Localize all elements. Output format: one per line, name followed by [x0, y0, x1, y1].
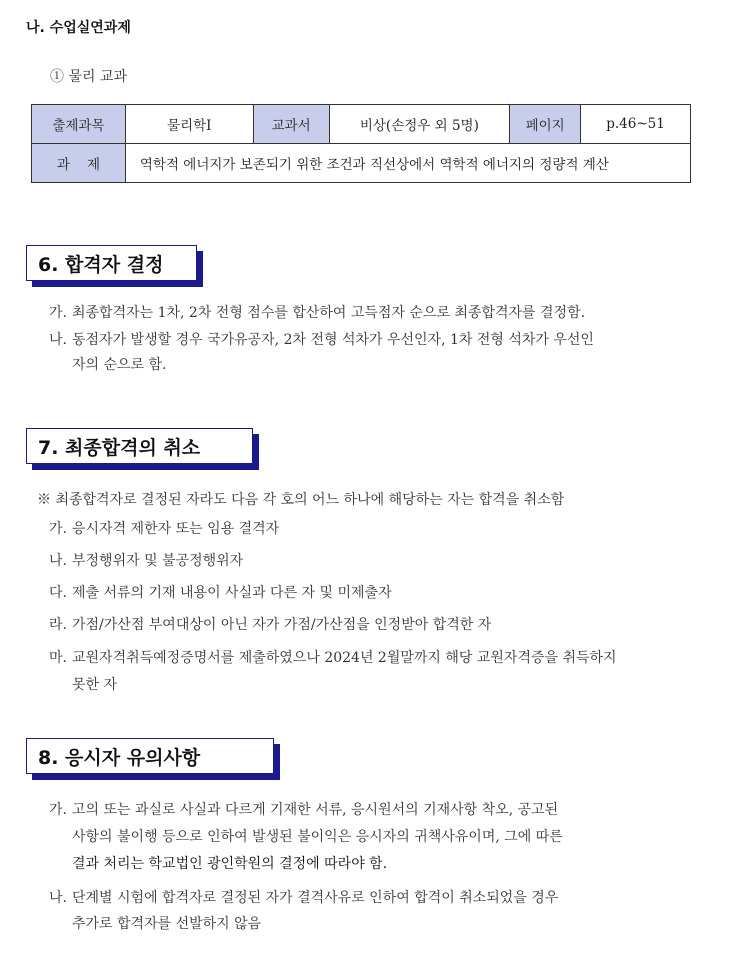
- section-subheading: 나. 수업실연과제: [26, 20, 131, 36]
- list-text: 단계별 시험에 합격자로 결정된 자가 결격사유로 인하여 합격이 취소되었을 경우: [72, 890, 559, 906]
- list-text-continuation: 결과 처리는 학교법인 광인학원의 결정에 따라야 함.: [72, 856, 388, 872]
- section-title: 8. 응시자 유의사항: [38, 747, 201, 769]
- table-row: [32, 105, 691, 144]
- table-cell: 물리학Ⅰ: [125, 105, 253, 144]
- table-row: [32, 144, 691, 183]
- list-marker: 다.: [49, 585, 67, 601]
- section-note: ※ 최종합격자로 결정된 자라도 다음 각 호의 어느 하나에 해당하는 자는 합격을 취소함: [37, 492, 565, 508]
- table-cell: p.46~51: [581, 105, 691, 144]
- list-text-continuation: 추가로 합격자를 선발하지 않음: [72, 916, 262, 932]
- list-marker: 가.: [49, 305, 67, 321]
- table-header-cell: 과 제: [32, 144, 126, 183]
- list-text-continuation: 자의 순으로 함.: [72, 357, 167, 373]
- list-text: 가점/가산점 부여대상이 아닌 자가 가점/가산점을 인정받아 합격한 자: [72, 617, 492, 633]
- list-text: 고의 또는 과실로 사실과 다르게 기재한 서류, 응시원서의 기재사항 착오, 공고된: [72, 802, 559, 818]
- list-marker: 나.: [49, 553, 67, 569]
- table-header-cell: 출제과목: [32, 105, 126, 144]
- section-heading-7: [26, 428, 253, 464]
- list-text: 응시자격 제한자 또는 임용 결격자: [72, 521, 280, 537]
- assignment-table: [31, 104, 691, 183]
- section-heading-6: [26, 245, 197, 281]
- list-text: 제출 서류의 기재 내용이 사실과 다른 자 및 미제출자: [72, 585, 392, 601]
- table-header-cell: 교과서: [253, 105, 329, 144]
- section-title: 6. 합격자 결정: [38, 254, 164, 276]
- list-text: 동점자가 발생할 경우 국가유공자, 2차 전형 석차가 우선인자, 1차 전형 석차가 우선인: [72, 332, 594, 348]
- subject-label: ① 물리 교과: [50, 69, 127, 85]
- list-text: 교원자격취득예정증명서를 제출하였으나 2024년 2월말까지 해당 교원자격증을 취득하지: [72, 650, 617, 666]
- table-cell: 비상(손정우 외 5명): [329, 105, 510, 144]
- list-marker: 마.: [49, 650, 67, 666]
- list-text: 부정행위자 및 불공정행위자: [72, 553, 244, 569]
- list-marker: 가.: [49, 521, 67, 537]
- list-marker: 가.: [49, 802, 67, 818]
- list-marker: 나.: [49, 890, 67, 906]
- section-title: 7. 최종합격의 취소: [38, 437, 201, 459]
- table-header-cell: 페이지: [510, 105, 581, 144]
- list-text: 최종합격자는 1차, 2차 전형 점수를 합산하여 고득점자 순으로 최종합격자를 결정함.: [72, 305, 586, 321]
- section-heading-8: [26, 738, 274, 774]
- list-text-continuation: 사항의 불이행 등으로 인하여 발생된 불이익은 응시자의 귀책사유이며, 그에 따른: [72, 829, 563, 845]
- list-marker: 라.: [49, 617, 67, 633]
- list-marker: 나.: [49, 332, 67, 348]
- list-text-continuation: 못한 자: [72, 677, 118, 693]
- table-cell: 역학적 에너지가 보존되기 위한 조건과 직선상에서 역학적 에너지의 정량적 계산: [125, 144, 690, 183]
